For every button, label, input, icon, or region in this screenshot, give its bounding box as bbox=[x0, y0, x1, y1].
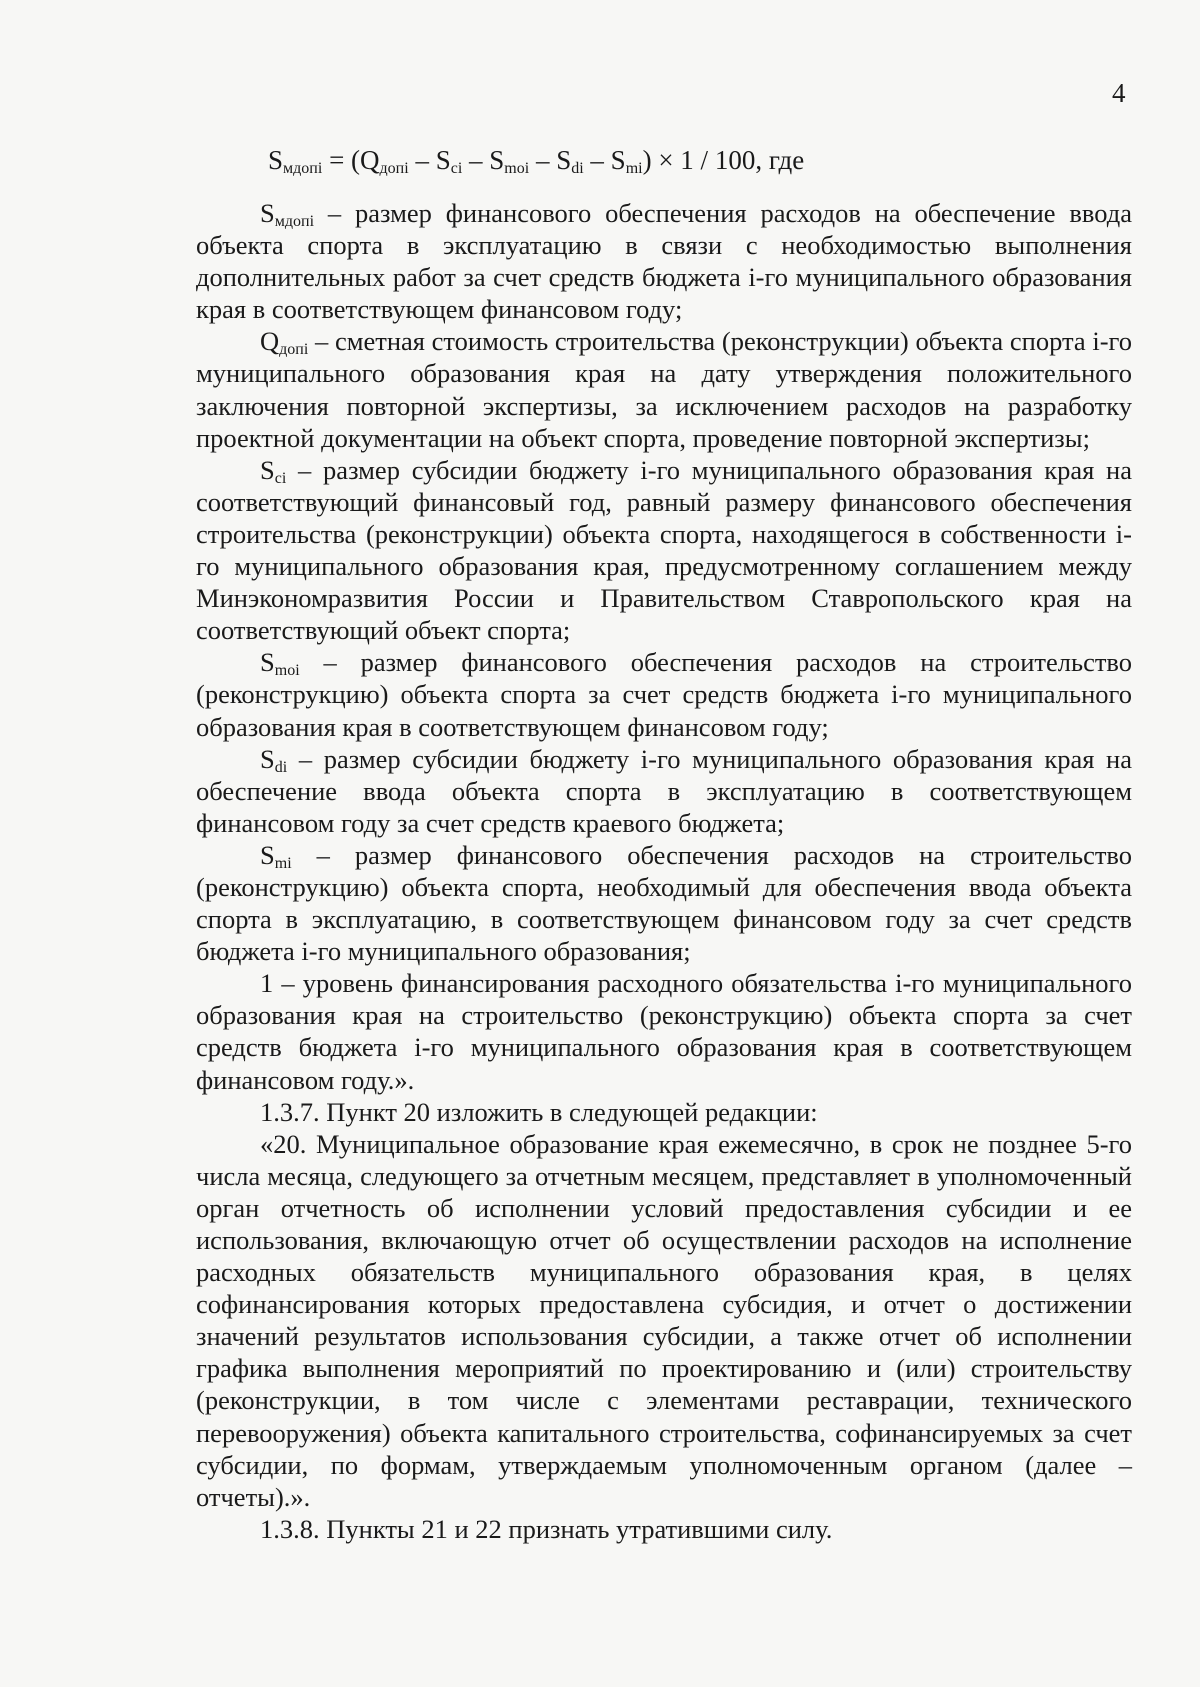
definition-paragraph bbox=[196, 454, 1132, 647]
formula-part: – S bbox=[583, 145, 626, 175]
level-definition-paragraph: 1 – уровень финансирования расходного обязательства i-го муниципального образования края на строительство (реконструкцию) объекта спорта за счет средств бюджета i-го муниципального образования края в соответствующем финансовом году.». bbox=[196, 968, 1132, 1095]
document-body bbox=[196, 197, 1132, 1545]
definition-text: – размер субсидии бюджету i-го муниципального образования края на обеспечение ввода объекта спорта в эксплуатацию в соответствующем финансовом году за счет средств краевого бюджета; bbox=[196, 743, 1132, 838]
definition-symbol: Q bbox=[260, 326, 280, 357]
formula-part: – S bbox=[529, 145, 572, 175]
formula-subscript: ci bbox=[450, 160, 463, 177]
definition-paragraph bbox=[196, 646, 1132, 742]
formula-subscript: di bbox=[571, 160, 584, 177]
definition-subscript: допi bbox=[279, 341, 309, 359]
page-number: 4 bbox=[1112, 78, 1126, 108]
definition-symbol: S bbox=[260, 743, 275, 774]
definition-text: – размер финансового обеспечения расходов на строительство (реконструкцию) объекта спорта, необходимый для обеспечения ввода объекта спорта в эксплуатацию, в соответствующем финансовом году за счет средств бюджета i-го муниципального образования; bbox=[196, 839, 1132, 967]
formula-subscript: mi bbox=[625, 160, 643, 177]
clause-1-3-7: 1.3.7. Пункт 20 изложить в следующей редакции: bbox=[260, 1096, 818, 1127]
definition-subscript: ci bbox=[274, 469, 287, 487]
definition-symbol: S bbox=[260, 454, 275, 485]
definition-paragraph bbox=[196, 743, 1132, 839]
definition-symbol: S bbox=[260, 647, 275, 678]
definition-paragraph bbox=[196, 197, 1132, 325]
definition-text: – размер финансового обеспечения расходов на обеспечение ввода объекта спорта в эксплуатацию в связи с необходимостью выполнения дополнительных работ за счет средств бюджета i-го муниципального образования края в соответствующем финансовом году; bbox=[196, 198, 1132, 325]
definition-subscript: мдопi bbox=[274, 213, 315, 230]
definition-symbol: S bbox=[260, 198, 275, 228]
definition-symbol: S bbox=[260, 839, 275, 870]
clause-20-text: «20. Муниципальное образование края ежемесячно, в срок не позднее 5-го числа месяца, следующего за отчетным месяцем, представляет в уполномоченный орган отчетность об исполнении условий предоставления субсидии и ее использования, включающую отчет об осуществлении расходов на исполнение расходных обязательств муниципального образования края, в целях софинансирования которых предоставлена субсидия, и отчет о достижении значений результатов использования субсидии, а также отчет об исполнении графика выполнения мероприятий по проектированию и (или) строительству (реконструкции, в том числе с элементами реставрации, технического перевооружения) объекта капитального строительства, софинансируемых за счет субсидии, по формам, утверждаемым уполномоченным органом (далее – отчеты).». bbox=[196, 1128, 1132, 1512]
formula-subscript: допi bbox=[379, 160, 409, 177]
formula-subscript: moi bbox=[504, 160, 530, 177]
definition-subscript: moi bbox=[274, 662, 300, 680]
definition-subscript: di bbox=[274, 758, 288, 776]
formula-part: – S bbox=[408, 145, 451, 175]
definition-text: – размер субсидии бюджету i-го муниципального образования края на соответствующий финансовый год, равный размеру финансового обеспечения строительства (реконструкции) объекта спорта, находящегося в собственности i-го муниципального образования края, предусмотренному соглашением между Минэкономразвития России и Правительством Ставропольского края на соответствующий объект спорта; bbox=[196, 454, 1132, 646]
formula bbox=[268, 145, 804, 176]
formula-part: ) × 1 / 100, где bbox=[642, 145, 805, 175]
definition-paragraph bbox=[196, 839, 1132, 967]
formula-part: – S bbox=[462, 145, 505, 175]
definition-subscript: mi bbox=[274, 854, 292, 872]
formula-part: = (Q bbox=[322, 145, 380, 175]
definition-paragraph bbox=[196, 325, 1132, 453]
clause-1-3-8: 1.3.8. Пункты 21 и 22 признать утратившими силу. bbox=[260, 1513, 833, 1544]
formula-subscript: мдопi bbox=[283, 160, 323, 177]
definition-text: – размер финансового обеспечения расходов на строительство (реконструкцию) объекта спорта за счет средств бюджета i-го муниципального образования края в соответствующем финансовом году; bbox=[196, 647, 1132, 742]
definition-text: – сметная стоимость строительства (реконструкции) объекта спорта i-го муниципального образования края на дату утверждения положительного заключения повторной экспертизы, за исключением расходов на разработку проектной документации на объект спорта, проведение повторной экспертизы; bbox=[196, 326, 1132, 453]
formula-symbol: S bbox=[268, 145, 284, 175]
